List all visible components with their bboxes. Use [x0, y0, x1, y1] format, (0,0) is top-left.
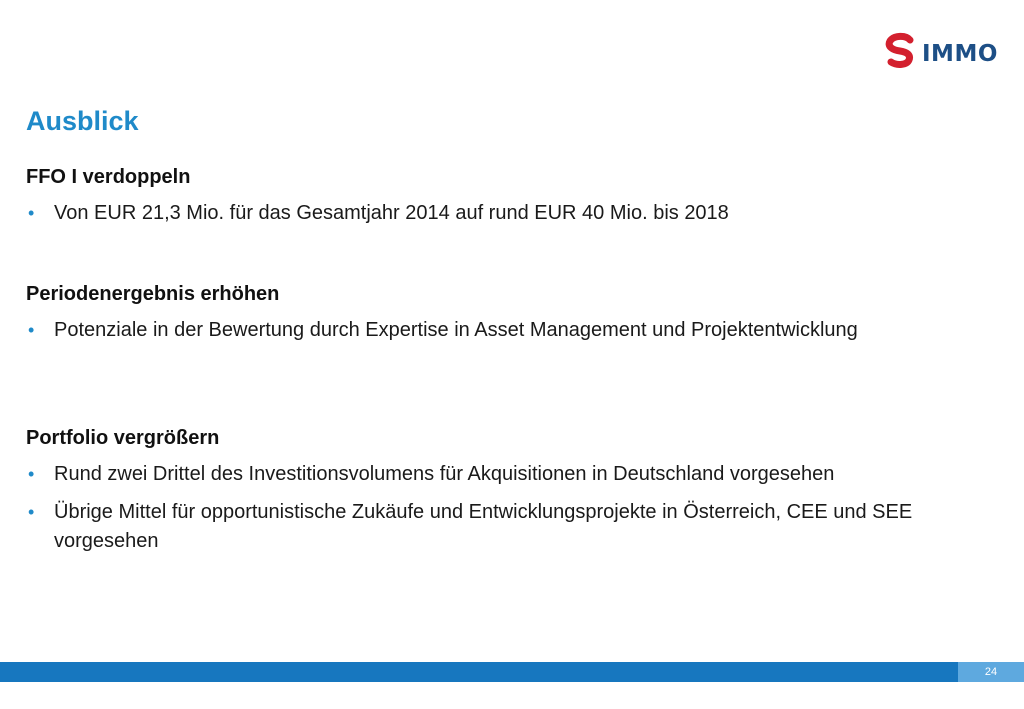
bullet-item: [26, 460, 996, 489]
bullet-icon: •: [28, 320, 35, 340]
section-ffo: [26, 164, 996, 228]
footer-bar: [0, 662, 958, 682]
logo-text: IMMO: [922, 41, 998, 67]
bullet-item: [26, 316, 996, 345]
bullet-icon: •: [28, 464, 35, 484]
bullet-item: [26, 199, 996, 228]
section-periodenergebnis: [26, 281, 996, 345]
bullet-icon: •: [28, 203, 35, 223]
page-number: 24: [958, 662, 1024, 682]
bullet-item: [26, 498, 996, 556]
bullet-text: Rund zwei Drittel des Investitionsvolumens für Akquisitionen in Deutschland vorgesehen: [54, 463, 835, 485]
section-portfolio: [26, 425, 996, 556]
bullet-text: Von EUR 21,3 Mio. für das Gesamtjahr 2014 auf rund EUR 40 Mio. bis 2018: [54, 202, 729, 224]
section-heading: Periodenergebnis erhöhen: [26, 283, 280, 305]
bullet-icon: •: [28, 502, 35, 522]
page-title: Ausblick: [26, 106, 139, 136]
section-heading: Portfolio vergrößern: [26, 427, 220, 449]
bullet-text: Potenziale in der Bewertung durch Expertise in Asset Management und Projektentwicklung: [54, 319, 858, 341]
s-immo-logo: [880, 30, 1000, 72]
bullet-text: Übrige Mittel für opportunistische Zukäufe und Entwicklungsprojekte in Österreich, CEE und SEE vorgesehen: [54, 501, 913, 552]
s-immo-logo-icon: [880, 31, 920, 71]
section-heading: FFO I verdoppeln: [26, 166, 191, 188]
